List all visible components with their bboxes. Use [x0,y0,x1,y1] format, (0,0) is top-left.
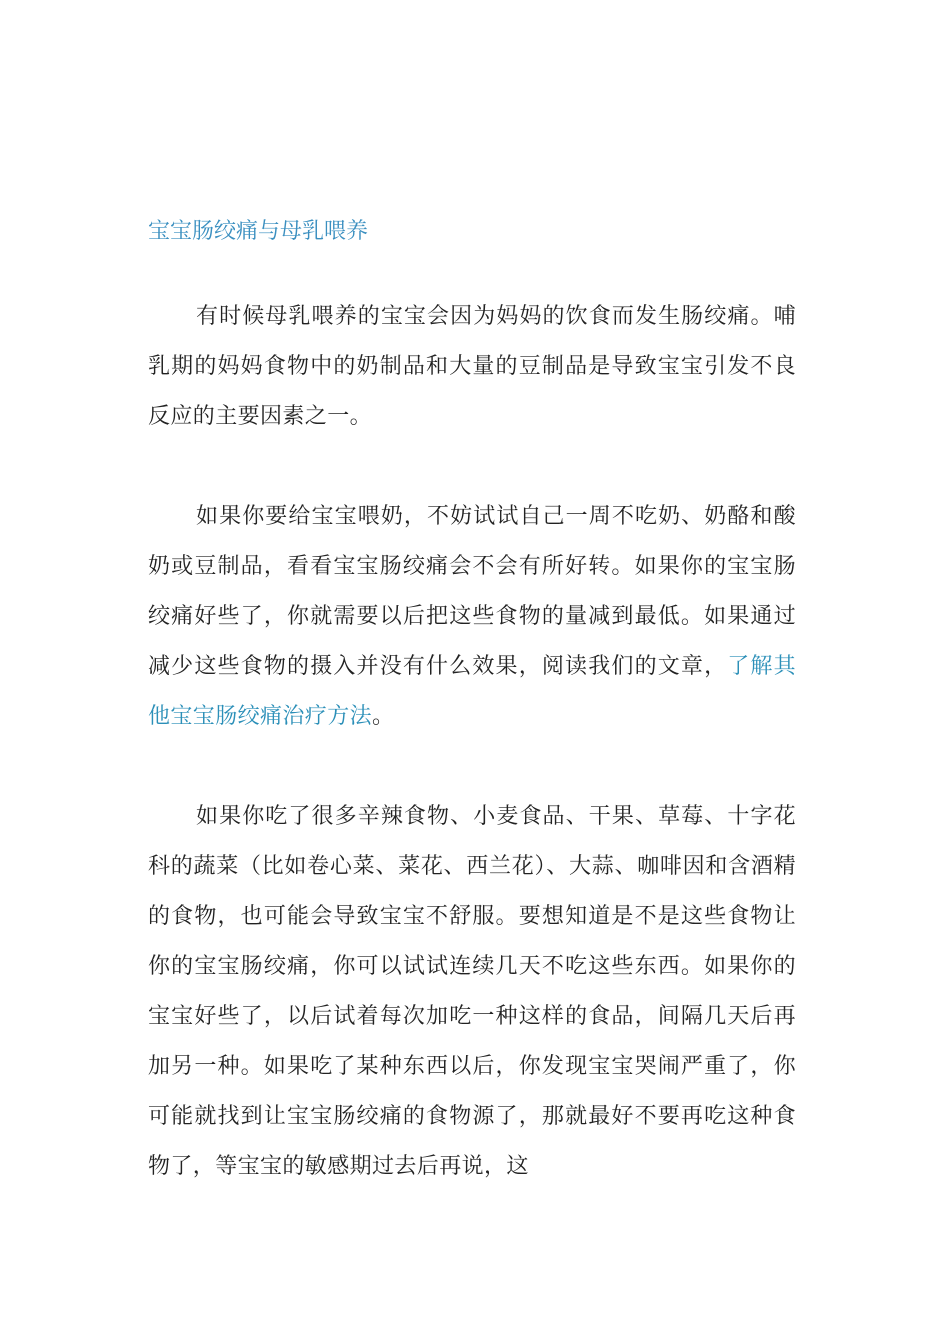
document-body [148,212,796,1192]
paragraph-2-text: 如果你要给宝宝喂奶，不妨试试自己一周不吃奶、奶酪和酸奶或豆制品，看看宝宝肠绞痛会不会有所好转。如果你的宝宝肠绞痛好些了，你就需要以后把这些食物的量减到最低。如果通过减少这些食物的摄入并没有什么效果，阅读我们的文章， [148,504,796,679]
colic-treatment-link[interactable]: 了解其他宝宝肠绞痛治疗方法 [148,654,796,729]
paragraph-2 [148,492,796,742]
paragraph-gap [148,442,796,492]
article-heading: 宝宝肠绞痛与母乳喂养 [148,219,369,244]
paragraph-1: 有时候母乳喂养的宝宝会因为妈妈的饮食而发生肠绞痛。哺乳期的妈妈食物中的奶制品和大量的豆制品是导致宝宝引发不良反应的主要因素之一。 [148,304,796,429]
paragraph-2-end: 。 [372,704,395,729]
paragraph-gap [148,742,796,792]
paragraph-3: 如果你吃了很多辛辣食物、小麦食品、干果、草莓、十字花科的蔬菜（比如卷心菜、菜花、西兰花）、大蒜、咖啡因和含酒精的食物，也可能会导致宝宝不舒服。要想知道是不是这些食物让你的宝宝肠绞痛，你可以试试连续几天不吃这些东西。如果你的宝宝好些了，以后试着每次加吃一种这样的食品，间隔几天后再加另一种。如果吃了某种东西以后，你发现宝宝哭闹严重了，你可能就找到让宝宝肠绞痛的食物源了，那就最好不要再吃这种食物了，等宝宝的敏感期过去后再说，这 [148,804,796,1179]
